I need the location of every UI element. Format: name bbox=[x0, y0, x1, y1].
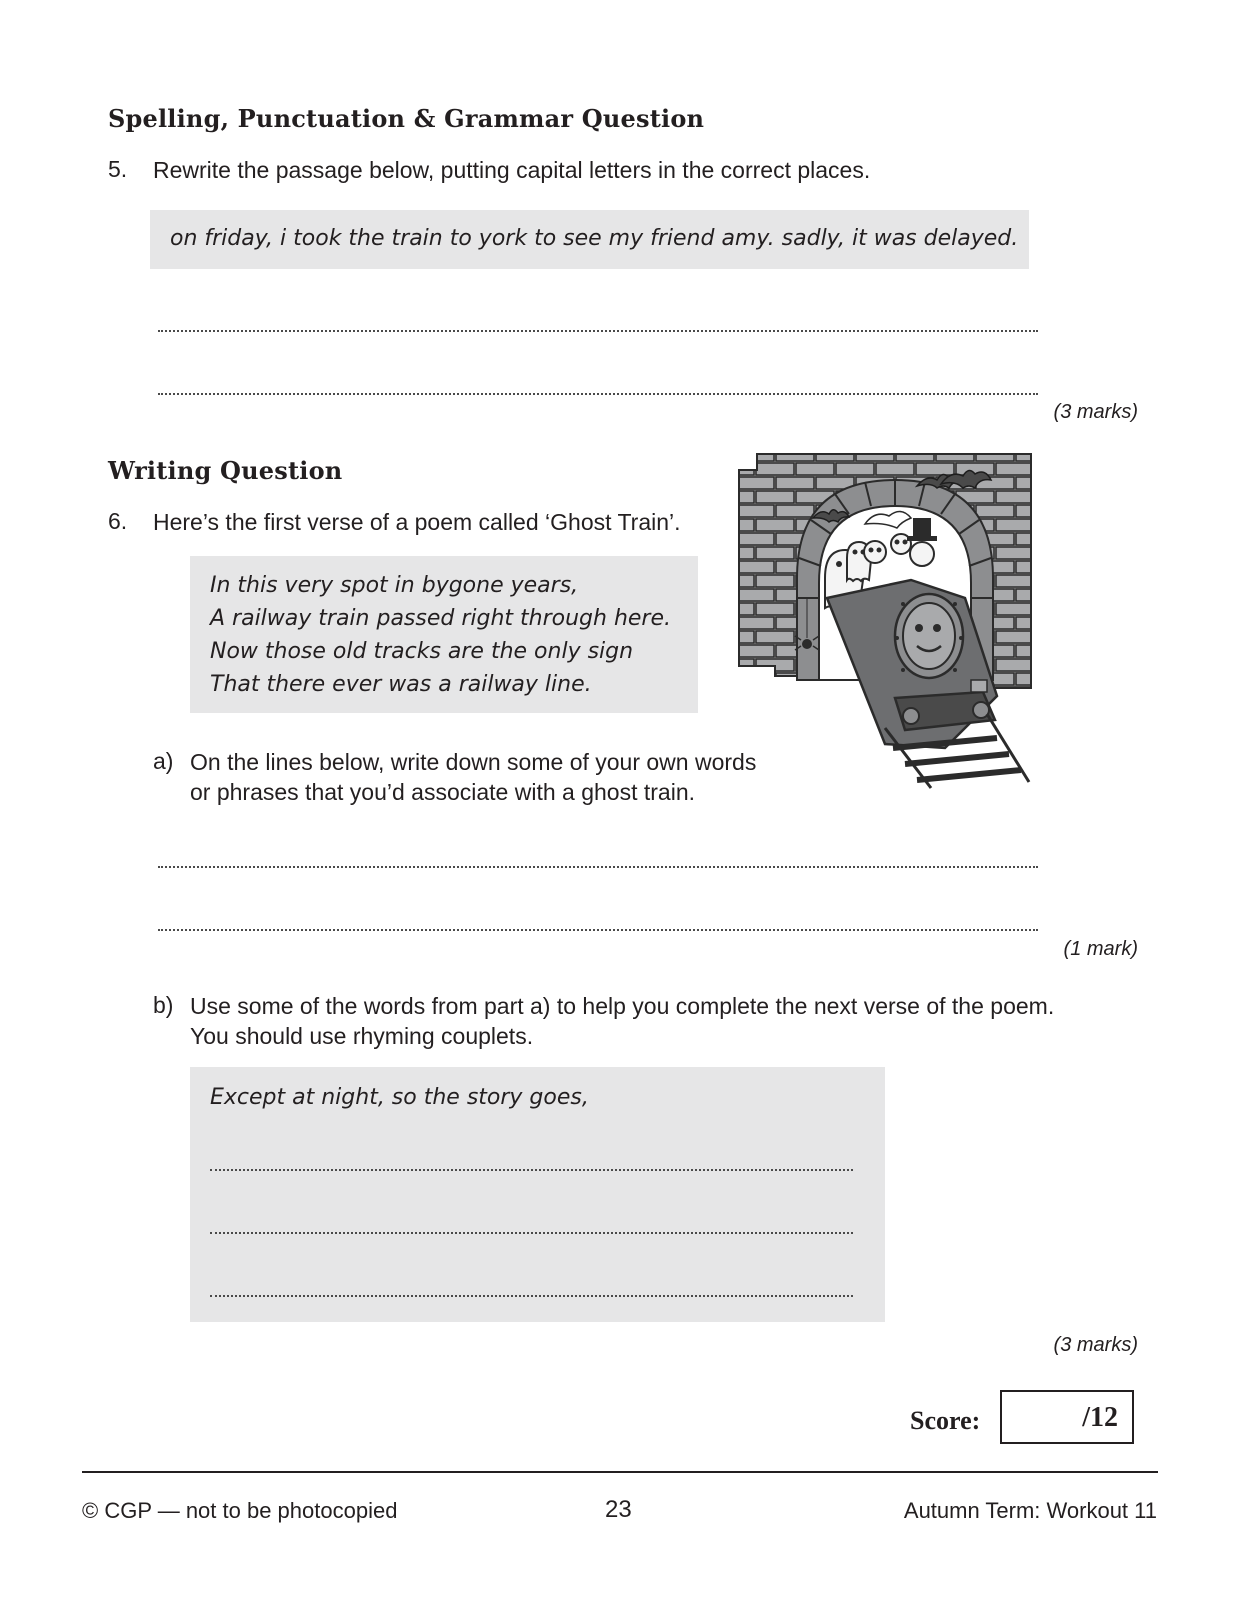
verse-line: Now those old tracks are the only sign bbox=[210, 639, 634, 664]
marks-q6a: (1 mark) bbox=[1063, 938, 1138, 960]
part-a-text-line-1: On the lines below, write down some of your own words bbox=[190, 749, 757, 775]
question-6-intro: Here’s the first verse of a poem called ‘Ghost Train’. bbox=[153, 509, 681, 535]
score-total: /12 bbox=[1082, 1402, 1118, 1433]
footer-divider bbox=[82, 1471, 1158, 1473]
ghost-train-illustration bbox=[735, 448, 1035, 793]
part-b-text-line-1: Use some of the words from part a) to help you complete the next verse of the poem. bbox=[190, 993, 1055, 1019]
marks-q6b: (3 marks) bbox=[1053, 1334, 1138, 1356]
part-a-text-line-2: or phrases that you’d associate with a ghost train. bbox=[190, 779, 696, 805]
answer-line[interactable] bbox=[158, 929, 1038, 931]
question-number-5: 5. bbox=[108, 156, 128, 182]
part-b-label: b) bbox=[153, 992, 174, 1018]
passage-text: on friday, i took the train to york to see my friend amy. sadly, it was delayed. bbox=[170, 226, 1019, 251]
verse-starter-line: Except at night, so the story goes, bbox=[210, 1085, 589, 1110]
section-heading-spag: Spelling, Punctuation & Grammar Question bbox=[108, 104, 705, 133]
answer-line[interactable] bbox=[158, 330, 1038, 332]
passage-box bbox=[150, 210, 1029, 269]
answer-line[interactable] bbox=[210, 1295, 853, 1297]
question-number-6: 6. bbox=[108, 508, 128, 534]
verse-line: In this very spot in bygone years, bbox=[210, 573, 579, 598]
answer-line[interactable] bbox=[210, 1232, 853, 1234]
section-heading-writing: Writing Question bbox=[108, 456, 343, 485]
verse-continuation-box bbox=[190, 1067, 885, 1322]
question-5-instruction: Rewrite the passage below, putting capital letters in the correct places. bbox=[153, 157, 871, 183]
score-box[interactable] bbox=[1000, 1390, 1134, 1444]
answer-line[interactable] bbox=[158, 393, 1038, 395]
footer-workout: Autumn Term: Workout 11 bbox=[903, 1498, 1157, 1523]
page-number: 23 bbox=[605, 1496, 632, 1523]
answer-line[interactable] bbox=[158, 866, 1038, 868]
marks-q5: (3 marks) bbox=[1053, 401, 1138, 423]
part-a-label: a) bbox=[153, 748, 174, 774]
footer-copyright: © CGP — not to be photocopied bbox=[82, 1498, 398, 1523]
verse-line: That there ever was a railway line. bbox=[210, 672, 592, 697]
part-b-text-line-2: You should use rhyming couplets. bbox=[190, 1023, 534, 1049]
score-label: Score: bbox=[910, 1406, 981, 1435]
verse-box bbox=[190, 556, 698, 713]
verse-line: A railway train passed right through here. bbox=[210, 606, 672, 631]
answer-line[interactable] bbox=[210, 1169, 853, 1171]
